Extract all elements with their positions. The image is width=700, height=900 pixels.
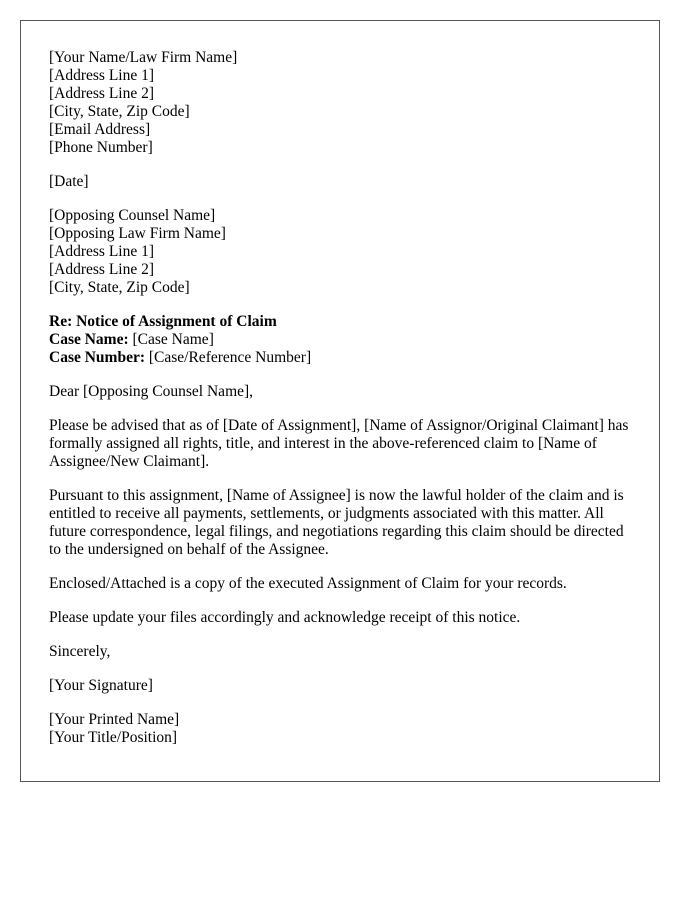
sender-address-block (49, 49, 631, 157)
body-paragraph-1: Please be advised that as of [Date of Assignment], [Name of Assignor/Original Claimant] has formally assigned all rights, title, and interest in the above-referenced claim to [Name of Assignee/New Claimant]. (49, 417, 629, 470)
case-number-value: [Case/Reference Number] (145, 349, 312, 366)
recipient-address-block (49, 207, 631, 297)
closing: Sincerely, (49, 643, 111, 660)
letter-page (20, 20, 660, 782)
case-name-label: Case Name: (49, 331, 129, 348)
case-number-label: Case Number: (49, 349, 145, 366)
sender-city-state-zip: [City, State, Zip Code] (49, 103, 190, 120)
sender-phone: [Phone Number] (49, 139, 153, 156)
body-paragraph-4: Please update your files accordingly and acknowledge receipt of this notice. (49, 609, 521, 626)
signature-placeholder: [Your Signature] (49, 677, 153, 694)
sender-email: [Email Address] (49, 121, 151, 138)
letter-date: [Date] (49, 173, 89, 190)
recipient-address-line-1: [Address Line 1] (49, 243, 155, 260)
recipient-address-line-2: [Address Line 2] (49, 261, 155, 278)
signer-printed-name: [Your Printed Name] (49, 711, 180, 728)
body-paragraph-2: Pursuant to this assignment, [Name of Assignee] is now the lawful holder of the claim and is entitled to receive all payments, settlements, or judgments associated with this matter. All future correspondence, legal filings, and negotiations regarding this claim should be directed to the undersigned on behalf of the Assignee. (49, 487, 624, 558)
recipient-city-state-zip: [City, State, Zip Code] (49, 279, 190, 296)
salutation: Dear [Opposing Counsel Name], (49, 383, 254, 400)
sender-address-line-1: [Address Line 1] (49, 67, 155, 84)
sender-address-line-2: [Address Line 2] (49, 85, 155, 102)
case-name-value: [Case Name] (128, 331, 214, 348)
date-block (49, 173, 631, 191)
case-number-line (49, 349, 631, 367)
subject-block (49, 313, 631, 367)
recipient-firm: [Opposing Law Firm Name] (49, 225, 226, 242)
recipient-name: [Opposing Counsel Name] (49, 207, 216, 224)
sender-name: [Your Name/Law Firm Name] (49, 49, 238, 66)
case-name-line (49, 331, 631, 349)
signer-title: [Your Title/Position] (49, 729, 178, 746)
subject-line: Re: Notice of Assignment of Claim (49, 313, 277, 330)
body-paragraph-3: Enclosed/Attached is a copy of the executed Assignment of Claim for your records. (49, 575, 567, 592)
signer-block (49, 711, 631, 747)
